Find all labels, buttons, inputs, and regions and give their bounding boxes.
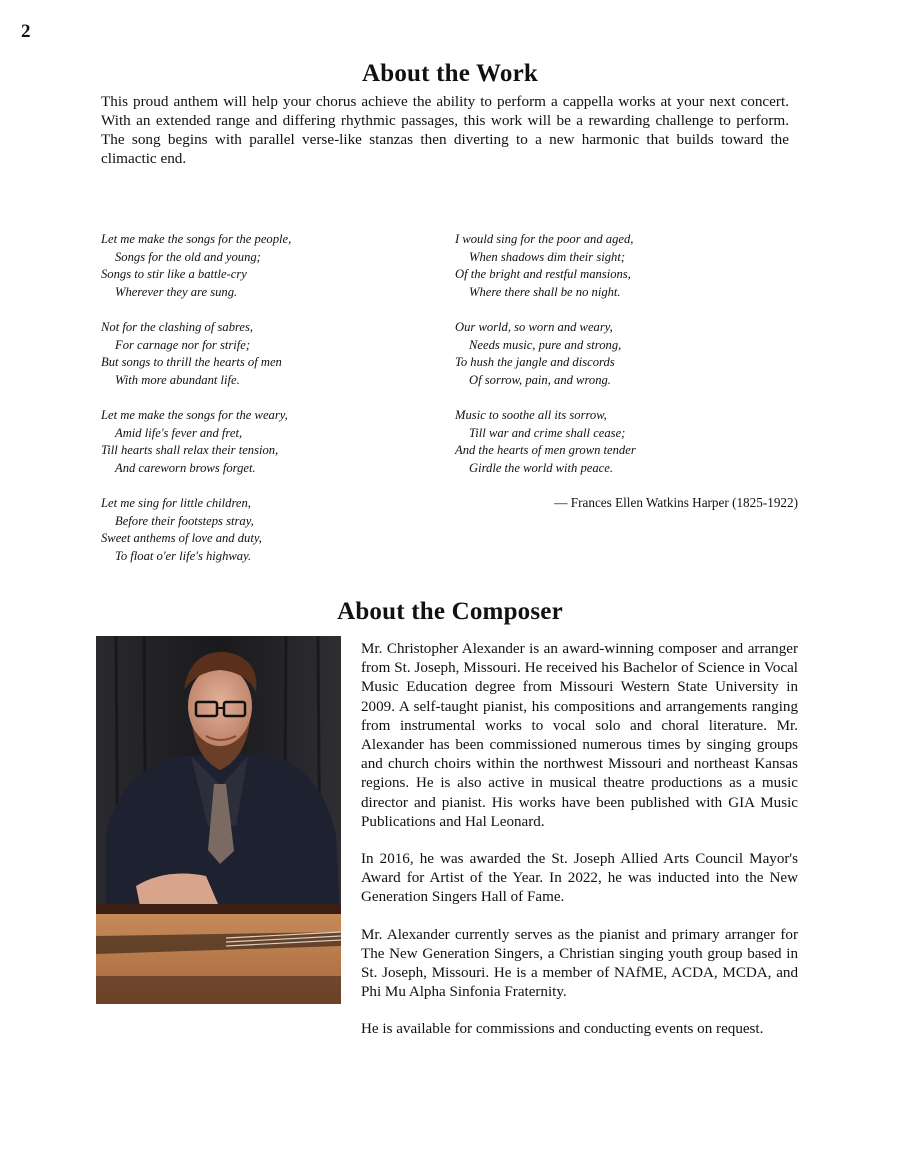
poem-line: Let me sing for little children, [101,495,251,510]
bio-paragraph: He is available for commissions and conducting events on request. [361,1021,764,1038]
poem-line: Our world, so worn and weary, [455,319,613,334]
poem-stanza [455,319,815,389]
poem-line: With more abundant life. [115,372,240,387]
about-work-text: This proud anthem will help your chorus achieve the ability to perform a cappella works at your next concert. With an extended range and differing rhythmic passages, this work will be a rewarding challenge to perform. The song begins with parallel verse-like stanzas then diverting to a new harmonic that builds toward the climactic end. [101,93,789,167]
poem-stanza [101,231,421,301]
poem-line: But songs to thrill the hearts of men [101,355,282,370]
bio-paragraph: In 2016, he was awarded the St. Joseph Allied Arts Council Mayor's Award for Artist of the Year. In 2022, he was inducted into the New Generation Singers Hall of Fame. [361,851,798,906]
poem-stanza [455,231,815,301]
poem-right-column [455,231,815,495]
poem-line: Amid life's fever and fret, [115,425,243,440]
poem-line: Of sorrow, pain, and wrong. [469,372,611,387]
composer-photo [96,636,341,1004]
poem-line: And the hearts of men grown tender [455,443,636,458]
poem-line: Needs music, pure and strong, [469,337,622,352]
bio-paragraph: Mr. Christopher Alexander is an award-winning composer and arranger from St. Joseph, Missouri. He received his Bachelor of Science in Vocal Music Education degree from Missouri Western State University in 2009. A self-taught pianist, his compositions and arrangements ranging from instrumental works to vocal solo and choral literature. Mr. Alexander has been commissioned numerous times by singing groups and church choirs within the northwest Missouri and northeast Kansas regions. He is also active in musical theatre productions as a music director and pianist. His works have been published with GIA Music Publications and Hal Leonard. [361,641,798,830]
about-composer-heading: About the Composer [337,598,563,625]
poem-attribution: — Frances Ellen Watkins Harper (1825-1922) [554,495,798,510]
poem-line: And careworn brows forget. [115,460,256,475]
poem-line: Till war and crime shall cease; [469,425,626,440]
poem-line: Wherever they are sung. [115,284,238,299]
poem-stanza [101,495,421,565]
poem-line: Girdle the world with peace. [469,460,613,475]
poem-stanza [455,407,815,477]
poem-line: Till hearts shall relax their tension, [101,443,279,458]
poem-line: When shadows dim their sight; [469,249,626,264]
poem-line: Let me make the songs for the people, [101,232,292,246]
poem-line: To float o'er life's highway. [115,548,252,563]
poem-line: Songs to stir like a battle-cry [101,267,247,282]
poem-line: I would sing for the poor and aged, [455,232,634,246]
poem-line: Songs for the old and young; [115,249,261,264]
poem-line: Music to soothe all its sorrow, [455,407,607,422]
poem-line: Let me make the songs for the weary, [101,407,288,422]
poem-line: To hush the jangle and discords [455,355,615,370]
poem-line: For carnage nor for strife; [115,337,251,352]
poem-line: Before their footsteps stray, [115,513,254,528]
poem-stanza [101,319,421,389]
about-work-heading: About the Work [362,60,538,87]
poem-line: Of the bright and restful mansions, [455,267,631,282]
poem-line: Not for the clashing of sabres, [101,319,254,334]
poem-left-column [101,231,421,583]
page-number: 2 [21,21,31,42]
poem-stanza [101,407,421,477]
poem-line: Sweet anthems of love and duty, [101,531,262,546]
composer-bio [361,640,798,1058]
bio-paragraph: Mr. Alexander currently serves as the pianist and primary arranger for The New Generation Singers, a Christian singing youth group based in St. Joseph, Missouri. He is a member of NAfME, ACDA, MCDA, and Phi Mu Alpha Sinfonia Fraternity. [361,926,798,1001]
poem-line: Where there shall be no night. [469,284,621,299]
